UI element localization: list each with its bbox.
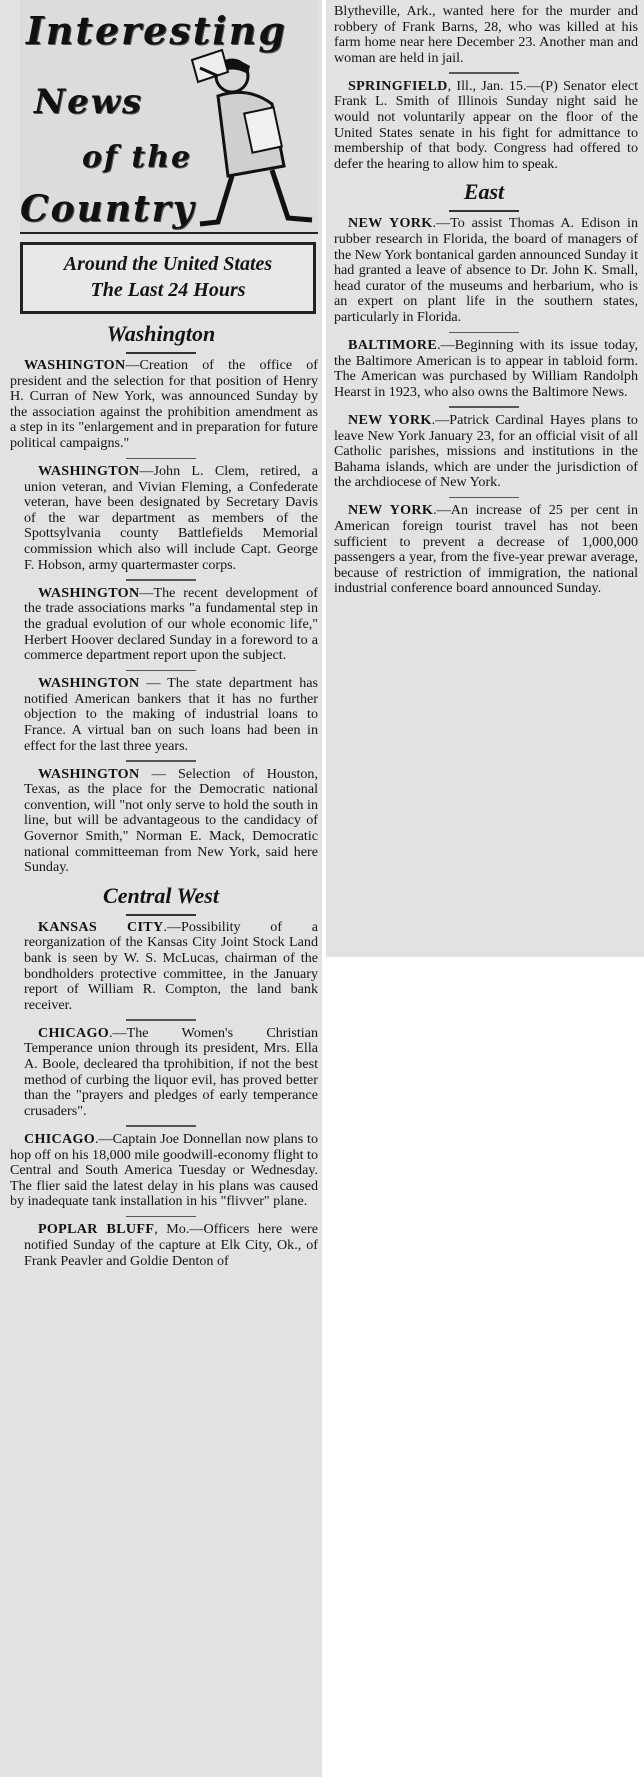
dateline: WASHINGTON bbox=[24, 357, 126, 373]
article-body: .—The Women's Christian Temperance union through its president, Mrs. Ella A. Boole, decleared tha tprohibition, if not the best method of curbing the liquor evil, has proved better than the "prayers and pledges of early temperance crusaders". bbox=[24, 1024, 318, 1119]
dateline: CHICAGO bbox=[38, 1024, 110, 1041]
divider bbox=[449, 497, 519, 499]
divider bbox=[449, 72, 519, 74]
article bbox=[330, 79, 638, 173]
divider bbox=[126, 670, 196, 672]
article bbox=[20, 1026, 318, 1120]
divider bbox=[126, 458, 196, 460]
article-body: —John L. Clem, retired, a union veteran, and Vivian Fleming, a Confederate veteran, have been designated by Secretary Davis of the war department as members of the Spottsylvania county Battlefields Memorial commission which also will include Capt. George F. Hobson, army quartermaster corps. bbox=[24, 463, 318, 573]
divider bbox=[126, 1019, 196, 1021]
masthead-line: Interesting bbox=[26, 8, 287, 53]
article-body: .—To assist Thomas A. Edison in rubber research in Florida, the board of managers of the New York bontanical garden announced Sunday it had granted a leave of absence to Dr. John K. Small, head curator of the museums and herbarium, who is an expert on plant life in the southern states, particularly in Florida. bbox=[334, 215, 638, 325]
dateline: KANSAS CITY bbox=[38, 918, 164, 935]
divider bbox=[126, 1125, 196, 1127]
article bbox=[20, 767, 318, 876]
article bbox=[20, 920, 318, 1014]
article-body: , Mo.—Officers here were notified Sunday of the capture at Elk City, Ok., of Frank Peavler and Goldie Denton of bbox=[24, 1221, 318, 1269]
right-column bbox=[326, 0, 644, 957]
dateline: WASHINGTON bbox=[38, 675, 140, 692]
article-body: .—Patrick Cardinal Hayes plans to leave New York January 23, for an official visit of all Catholic parishes, missions and institutions in the Bahama islands, which are under the jurisdiction of the archdiocese of New York. bbox=[334, 411, 638, 491]
article-body: , Ill., Jan. 15.—(P) Senator elect Frank L. Smith of Illinois Sunday night said he would not voluntarily appear on the floor of the United States senate in his fight for admittance to membership of that body. Congress had offered to defer the hearing to allow him to speak. bbox=[334, 77, 638, 172]
section-heading-east: East bbox=[330, 178, 638, 212]
article-body: .—Possibility of a reorganization of the Kansas City Joint Stock Land bank is seen by W. S. McLucas, chairman of the bondholders protective committee, in the January report of William R. Compton, the land bank receiver. bbox=[24, 918, 318, 1013]
article bbox=[330, 503, 638, 597]
dateline: NEW YORK bbox=[348, 502, 434, 519]
newsboy-illustration bbox=[188, 46, 320, 232]
divider bbox=[126, 579, 196, 581]
masthead-line: Country bbox=[20, 188, 196, 230]
article bbox=[20, 586, 318, 664]
dateline: BALTIMORE bbox=[348, 337, 438, 354]
article bbox=[6, 1132, 318, 1210]
article-body: — The state department has notified American bankers that it has no further objection to the making of industrial loans to France. A virtual ban on such loans had been in effect for the last three years. bbox=[24, 675, 318, 754]
article bbox=[330, 413, 638, 491]
article-body: .—An increase of 25 per cent in American foreign tourist travel has not been sufficient to prevent a decrease of 1,000,000 passengers a year, from the five-year prewar average, because of restriction of immigration, the national industrial conference board announced Sunday. bbox=[334, 502, 638, 597]
subhead-line: Around the United States bbox=[63, 253, 273, 275]
subhead-box bbox=[20, 242, 316, 314]
dateline: NEW YORK bbox=[348, 411, 432, 428]
divider bbox=[126, 1216, 196, 1218]
masthead bbox=[20, 0, 318, 234]
dateline: NEW YORK bbox=[348, 215, 433, 232]
dateline: POPLAR BLUFF bbox=[38, 1221, 155, 1238]
article bbox=[6, 358, 318, 452]
divider bbox=[449, 332, 519, 334]
article-body: .—Captain Joe Donnellan now plans to hop off on his 18,000 mile goodwill-economy flight to Central and South America Tuesday or Wednesday. The flier said the latest delay in his plans was caused by inadequate tank installation in his "flivver" plane. bbox=[10, 1130, 318, 1210]
dateline: SPRINGFIELD bbox=[348, 77, 448, 94]
divider bbox=[126, 760, 196, 762]
section-heading-central-west: Central West bbox=[0, 882, 322, 916]
masthead-line: of the bbox=[82, 140, 193, 175]
article-body: — Selection of Houston, Texas, as the place for the Democratic national convention, will "not only serve to hold the south in line, but will be advantageous to the candidacy of Governor Smith," Norman E. Mack, Democratic national committeeman from New York, said here Sunday. bbox=[24, 765, 318, 876]
dateline: WASHINGTON bbox=[38, 765, 140, 782]
dateline: CHICAGO bbox=[24, 1130, 96, 1147]
subhead-line: The Last 24 Hours bbox=[90, 279, 246, 301]
article-body: Blytheville, Ark., wanted here for the murder and robbery of Frank Barns, 28, who was killed at his farm home near here December 23. Another man and woman are held in jail. bbox=[334, 3, 638, 66]
article bbox=[330, 338, 638, 400]
dateline: WASHINGTON bbox=[38, 584, 140, 601]
article-body: .—Beginning with its issue today, the Baltimore American is to appear in tabloid form. The American was purchased by William Randolph Hearst in 1923, who also owns the Baltimore News. bbox=[334, 337, 638, 400]
section-heading-washington: Washington bbox=[0, 320, 322, 354]
article-body: —The recent development of the trade associations marks "a fundamental step in the gradual evolution of our whole economic life," Herbert Hoover declared Sunday in a foreword to a commerce department report upon the subject. bbox=[24, 584, 318, 664]
article-body: —Creation of the office of president and the selection for that position of Henry H. Curran of New York, was announced Sunday by the association against the prohibition amendment as a step in its "enlargement and in preparation for future political campaigns." bbox=[10, 357, 318, 451]
article bbox=[20, 676, 318, 754]
masthead-line: News bbox=[34, 82, 144, 122]
article bbox=[20, 464, 318, 573]
article bbox=[20, 1222, 318, 1269]
article-continued bbox=[330, 4, 638, 66]
divider bbox=[449, 406, 519, 408]
dateline: WASHINGTON bbox=[38, 463, 140, 480]
article bbox=[330, 216, 638, 325]
